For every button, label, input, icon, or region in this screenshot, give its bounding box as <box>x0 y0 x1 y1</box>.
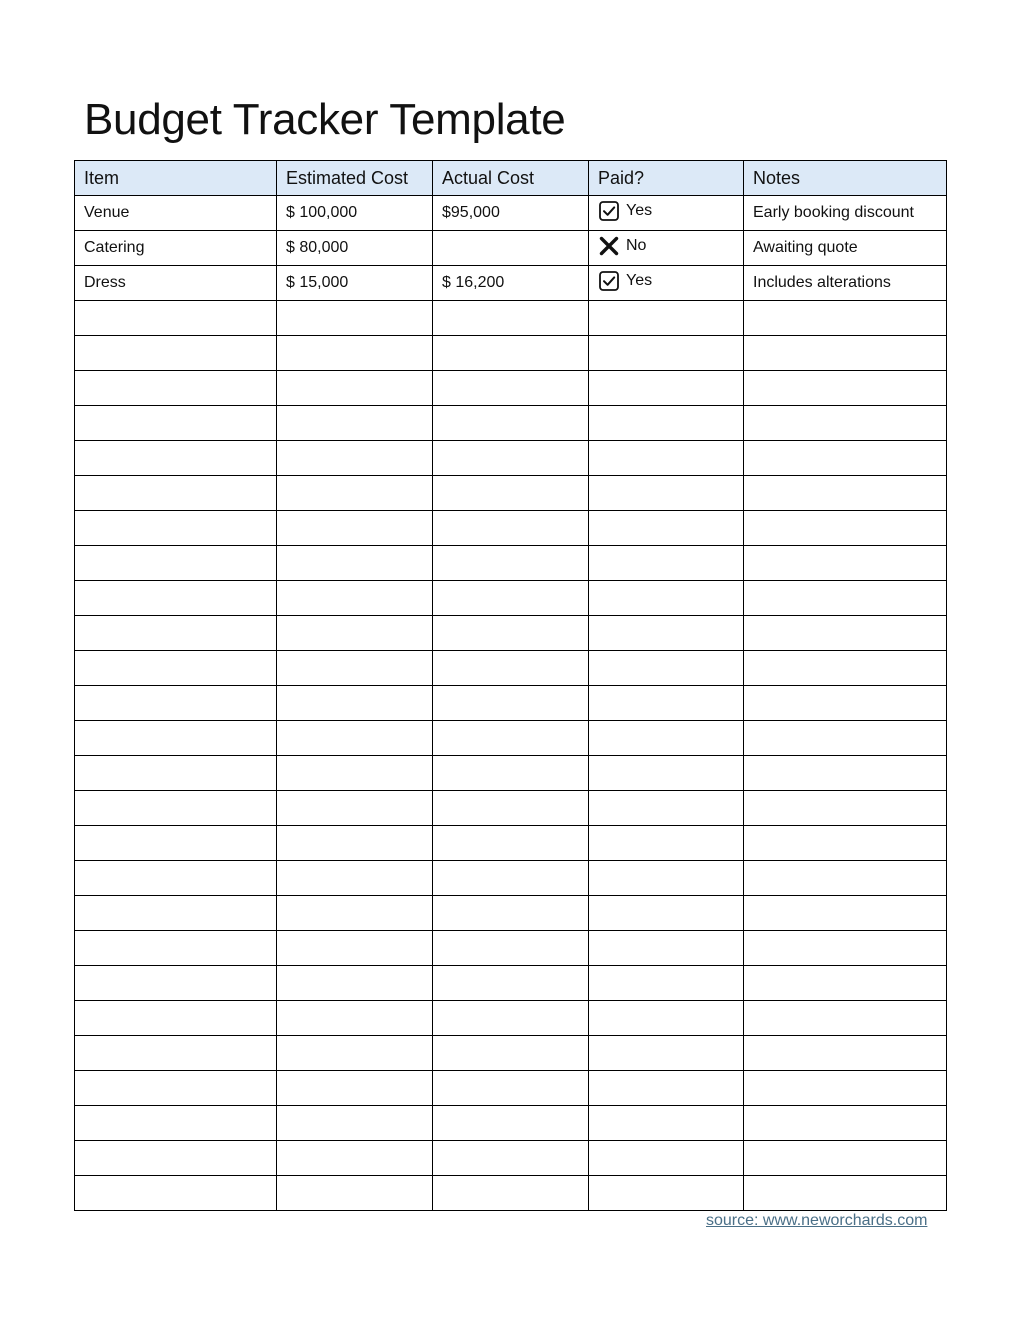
estimated-cost-cell[interactable] <box>277 1001 433 1036</box>
actual-cost-cell[interactable] <box>433 791 589 826</box>
page-title: Budget Tracker Template <box>84 95 566 144</box>
empty-table-row <box>75 756 947 791</box>
empty-table-row <box>75 791 947 826</box>
item-cell[interactable] <box>75 1036 277 1071</box>
empty-table-row <box>75 1036 947 1071</box>
paid-cell[interactable] <box>589 301 744 336</box>
item-cell[interactable] <box>75 1106 277 1141</box>
item-cell[interactable] <box>75 546 277 581</box>
paid-label: No <box>626 236 647 254</box>
paid-cell[interactable] <box>589 896 744 931</box>
estimated-cost-cell[interactable] <box>277 1176 433 1211</box>
actual-cost-cell[interactable]: $95,000 <box>433 196 589 231</box>
x-mark-icon[interactable] <box>598 235 620 257</box>
empty-table-row <box>75 931 947 966</box>
estimated-cost-cell[interactable] <box>277 931 433 966</box>
estimated-cost-cell[interactable] <box>277 826 433 861</box>
actual-cost-cell[interactable] <box>433 861 589 896</box>
empty-table-row <box>75 861 947 896</box>
paid-cell[interactable] <box>589 931 744 966</box>
paid-cell[interactable] <box>589 581 744 616</box>
empty-table-row <box>75 966 947 1001</box>
item-cell[interactable]: Catering <box>75 231 277 266</box>
estimated-cost-cell[interactable] <box>277 581 433 616</box>
actual-cost-cell[interactable] <box>433 721 589 756</box>
empty-table-row <box>75 476 947 511</box>
item-cell[interactable] <box>75 511 277 546</box>
notes-cell[interactable] <box>744 651 947 686</box>
estimated-cost-cell[interactable] <box>277 546 433 581</box>
item-cell[interactable] <box>75 581 277 616</box>
empty-table-row <box>75 896 947 931</box>
budget-table <box>74 160 947 1211</box>
paid-cell[interactable] <box>589 511 744 546</box>
paid-cell[interactable] <box>589 441 744 476</box>
empty-table-row <box>75 1071 947 1106</box>
item-cell[interactable] <box>75 861 277 896</box>
paid-cell[interactable] <box>589 196 744 231</box>
table-row <box>75 266 947 301</box>
estimated-cost-cell[interactable] <box>277 756 433 791</box>
estimated-cost-cell[interactable] <box>277 371 433 406</box>
paid-cell[interactable] <box>589 406 744 441</box>
notes-cell[interactable] <box>744 1001 947 1036</box>
empty-table-row <box>75 406 947 441</box>
actual-cost-cell[interactable] <box>433 1176 589 1211</box>
table-row <box>75 196 947 231</box>
actual-cost-cell[interactable] <box>433 406 589 441</box>
empty-table-row <box>75 1001 947 1036</box>
actual-cost-cell[interactable] <box>433 371 589 406</box>
actual-cost-cell[interactable] <box>433 826 589 861</box>
item-cell[interactable] <box>75 616 277 651</box>
item-cell[interactable]: Venue <box>75 196 277 231</box>
source-link[interactable]: source: www.neworchards.com <box>706 1212 928 1229</box>
paid-cell[interactable] <box>589 616 744 651</box>
paid-cell[interactable] <box>589 826 744 861</box>
actual-cost-cell[interactable] <box>433 581 589 616</box>
estimated-cost-cell[interactable] <box>277 791 433 826</box>
paid-cell[interactable] <box>589 1141 744 1176</box>
item-cell[interactable] <box>75 406 277 441</box>
notes-cell[interactable] <box>744 686 947 721</box>
column-header-notes: Notes <box>744 161 947 196</box>
empty-table-row <box>75 616 947 651</box>
notes-cell[interactable] <box>744 931 947 966</box>
item-cell[interactable] <box>75 1176 277 1211</box>
notes-cell[interactable] <box>744 1071 947 1106</box>
checkbox-checked-icon[interactable] <box>598 200 620 222</box>
estimated-cost-cell[interactable] <box>277 406 433 441</box>
column-header-item: Item <box>75 161 277 196</box>
item-cell[interactable] <box>75 721 277 756</box>
notes-cell[interactable] <box>744 1141 947 1176</box>
actual-cost-cell[interactable] <box>433 896 589 931</box>
notes-cell[interactable] <box>744 1176 947 1211</box>
empty-table-row <box>75 1141 947 1176</box>
item-cell[interactable] <box>75 441 277 476</box>
estimated-cost-cell[interactable] <box>277 686 433 721</box>
paid-cell[interactable] <box>589 1071 744 1106</box>
table-row <box>75 231 947 266</box>
notes-cell[interactable] <box>744 861 947 896</box>
notes-cell[interactable] <box>744 336 947 371</box>
item-cell[interactable] <box>75 896 277 931</box>
item-cell[interactable] <box>75 1071 277 1106</box>
actual-cost-cell[interactable] <box>433 441 589 476</box>
paid-cell[interactable] <box>589 266 744 301</box>
actual-cost-cell[interactable] <box>433 931 589 966</box>
item-cell[interactable] <box>75 931 277 966</box>
estimated-cost-cell[interactable]: $ 15,000 <box>277 266 433 301</box>
notes-cell[interactable] <box>744 826 947 861</box>
estimated-cost-cell[interactable] <box>277 616 433 651</box>
actual-cost-cell[interactable] <box>433 756 589 791</box>
empty-table-row <box>75 581 947 616</box>
notes-cell[interactable] <box>744 371 947 406</box>
actual-cost-cell[interactable] <box>433 336 589 371</box>
notes-cell[interactable] <box>744 406 947 441</box>
item-cell[interactable] <box>75 1001 277 1036</box>
actual-cost-cell[interactable] <box>433 231 589 266</box>
column-header-estimated-cost: Estimated Cost <box>277 161 433 196</box>
estimated-cost-cell[interactable] <box>277 301 433 336</box>
empty-table-row <box>75 301 947 336</box>
notes-cell[interactable] <box>744 1036 947 1071</box>
estimated-cost-cell[interactable] <box>277 1141 433 1176</box>
actual-cost-cell[interactable] <box>433 1106 589 1141</box>
item-cell[interactable] <box>75 1141 277 1176</box>
estimated-cost-cell[interactable] <box>277 861 433 896</box>
paid-cell[interactable] <box>589 756 744 791</box>
estimated-cost-cell[interactable] <box>277 1106 433 1141</box>
checkbox-checked-icon[interactable] <box>598 270 620 292</box>
notes-cell[interactable] <box>744 791 947 826</box>
item-cell[interactable] <box>75 826 277 861</box>
item-cell[interactable] <box>75 756 277 791</box>
actual-cost-cell[interactable] <box>433 1071 589 1106</box>
actual-cost-cell[interactable] <box>433 546 589 581</box>
empty-table-row <box>75 826 947 861</box>
paid-cell[interactable] <box>589 966 744 1001</box>
actual-cost-cell[interactable] <box>433 686 589 721</box>
paid-cell[interactable] <box>589 371 744 406</box>
empty-table-row <box>75 686 947 721</box>
column-header-actual-cost: Actual Cost <box>433 161 589 196</box>
paid-cell[interactable] <box>589 1001 744 1036</box>
notes-cell[interactable]: Early booking discount <box>744 196 947 231</box>
item-cell[interactable] <box>75 651 277 686</box>
item-cell[interactable] <box>75 966 277 1001</box>
column-header-paid: Paid? <box>589 161 744 196</box>
estimated-cost-cell[interactable] <box>277 441 433 476</box>
estimated-cost-cell[interactable]: $ 100,000 <box>277 196 433 231</box>
table-header-row <box>75 161 947 196</box>
empty-table-row <box>75 651 947 686</box>
item-cell[interactable] <box>75 686 277 721</box>
paid-cell[interactable] <box>589 861 744 896</box>
estimated-cost-cell[interactable] <box>277 1036 433 1071</box>
actual-cost-cell[interactable] <box>433 476 589 511</box>
estimated-cost-cell[interactable] <box>277 336 433 371</box>
notes-cell[interactable] <box>744 966 947 1001</box>
item-cell[interactable] <box>75 791 277 826</box>
actual-cost-cell[interactable] <box>433 616 589 651</box>
notes-cell[interactable] <box>744 511 947 546</box>
item-cell[interactable] <box>75 336 277 371</box>
paid-cell[interactable] <box>589 1106 744 1141</box>
notes-cell[interactable]: Awaiting quote <box>744 231 947 266</box>
estimated-cost-cell[interactable] <box>277 896 433 931</box>
notes-cell[interactable] <box>744 721 947 756</box>
empty-table-row <box>75 441 947 476</box>
actual-cost-cell[interactable]: $ 16,200 <box>433 266 589 301</box>
notes-cell[interactable] <box>744 581 947 616</box>
actual-cost-cell[interactable] <box>433 966 589 1001</box>
actual-cost-cell[interactable] <box>433 301 589 336</box>
estimated-cost-cell[interactable] <box>277 721 433 756</box>
actual-cost-cell[interactable] <box>433 651 589 686</box>
notes-cell[interactable] <box>744 616 947 651</box>
empty-table-row <box>75 336 947 371</box>
notes-cell[interactable] <box>744 1106 947 1141</box>
item-cell[interactable] <box>75 476 277 511</box>
paid-cell[interactable] <box>589 686 744 721</box>
estimated-cost-cell[interactable] <box>277 476 433 511</box>
item-cell[interactable] <box>75 371 277 406</box>
actual-cost-cell[interactable] <box>433 1141 589 1176</box>
notes-cell[interactable] <box>744 896 947 931</box>
actual-cost-cell[interactable] <box>433 511 589 546</box>
item-cell[interactable] <box>75 301 277 336</box>
paid-cell[interactable] <box>589 336 744 371</box>
item-cell[interactable]: Dress <box>75 266 277 301</box>
estimated-cost-cell[interactable]: $ 80,000 <box>277 231 433 266</box>
paid-label: Yes <box>626 201 653 219</box>
empty-table-row <box>75 371 947 406</box>
paid-cell[interactable] <box>589 1036 744 1071</box>
empty-table-row <box>75 1176 947 1211</box>
paid-cell[interactable] <box>589 1176 744 1211</box>
paid-cell[interactable] <box>589 476 744 511</box>
empty-table-row <box>75 721 947 756</box>
empty-table-row <box>75 546 947 581</box>
estimated-cost-cell[interactable] <box>277 1071 433 1106</box>
notes-cell[interactable] <box>744 301 947 336</box>
notes-cell[interactable] <box>744 476 947 511</box>
notes-cell[interactable] <box>744 756 947 791</box>
notes-cell[interactable] <box>744 441 947 476</box>
notes-cell[interactable]: Includes alterations <box>744 266 947 301</box>
actual-cost-cell[interactable] <box>433 1001 589 1036</box>
paid-label: Yes <box>626 271 653 289</box>
paid-cell[interactable] <box>589 791 744 826</box>
estimated-cost-cell[interactable] <box>277 966 433 1001</box>
estimated-cost-cell[interactable] <box>277 651 433 686</box>
paid-cell[interactable] <box>589 546 744 581</box>
empty-table-row <box>75 1106 947 1141</box>
paid-cell[interactable] <box>589 721 744 756</box>
paid-cell[interactable] <box>589 231 744 266</box>
notes-cell[interactable] <box>744 546 947 581</box>
estimated-cost-cell[interactable] <box>277 511 433 546</box>
paid-cell[interactable] <box>589 651 744 686</box>
actual-cost-cell[interactable] <box>433 1036 589 1071</box>
empty-table-row <box>75 511 947 546</box>
